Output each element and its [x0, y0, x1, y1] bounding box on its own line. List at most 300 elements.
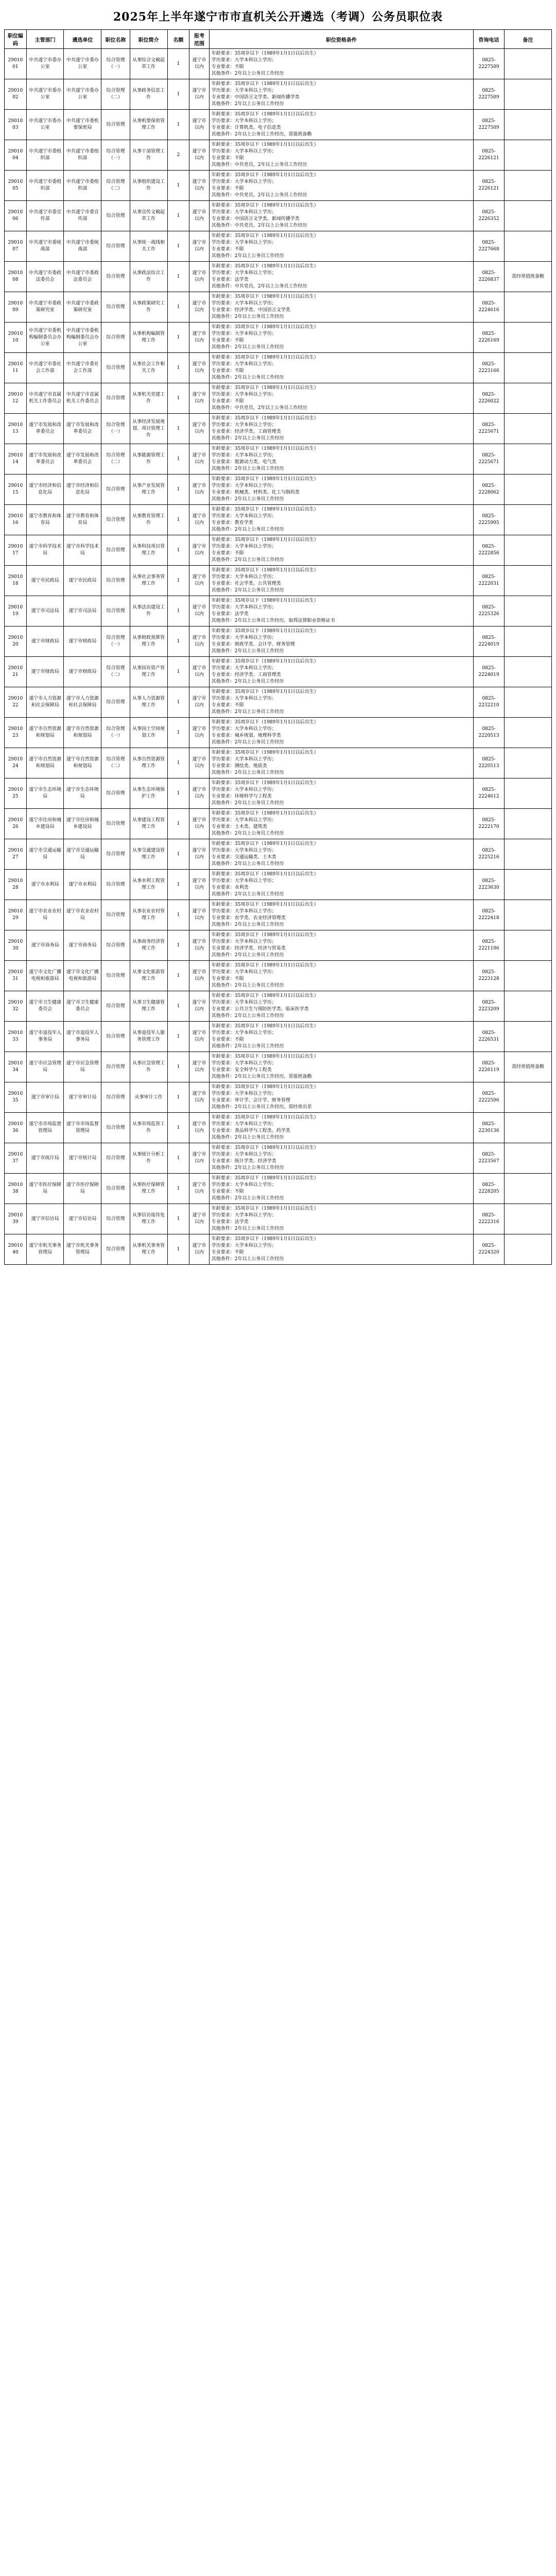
cell-code: 2901022	[5, 687, 27, 718]
cell-scope: 遂宁市以内	[189, 201, 209, 231]
cell-unit: 遂宁市人力资源和社会保障局	[64, 687, 101, 718]
requirement-line: 其他条件：2年以上公务员工作经历	[211, 527, 284, 532]
cell-requirements	[209, 201, 473, 231]
cell-scope: 遂宁市以内	[189, 79, 209, 110]
requirement-line: 年龄要求：35周岁以下（1989年1月1日以后出生）	[211, 993, 319, 998]
cell-tel: 0825-2224616	[474, 292, 505, 323]
cell-note	[504, 566, 551, 596]
requirement-line: 专业要求：食品科学与工程类、药学类	[211, 1128, 290, 1133]
cell-dept: 遂宁市应急管理局	[26, 1052, 64, 1082]
table-row	[5, 1234, 552, 1265]
cell-unit: 中共遂宁市委组织部	[64, 171, 101, 201]
cell-num: 1	[167, 505, 189, 535]
cell-dept: 遂宁市文化广播电视和旅游局	[26, 961, 64, 991]
requirement-line: 年龄要求：35周岁以下（1989年1月1日以后出生）	[211, 142, 319, 147]
requirement-line: 学历要求：大学本科以上学历；	[211, 179, 276, 184]
cell-brief: 从事政法综合工作	[130, 262, 167, 292]
cell-requirements	[209, 1082, 473, 1113]
cell-num: 1	[167, 474, 189, 505]
requirement-line: 专业要求：城乡规划、地理科学类	[211, 733, 281, 738]
cell-scope: 遂宁市以内	[189, 414, 209, 444]
requirement-line: 学历要求：大学本科以上学历；	[211, 1061, 276, 1066]
cell-requirements	[209, 1234, 473, 1265]
cell-brief: 从事统一战线相关工作	[130, 231, 167, 262]
requirement-line: 其他条件：2年以上公务员工作经历，需经常出差	[211, 1105, 312, 1110]
cell-post: 综合管理	[101, 323, 130, 353]
requirement-line: 其他条件：2年以上公务员工作经历	[211, 953, 284, 958]
cell-unit: 遂宁市教育和体育局	[64, 505, 101, 535]
requirement-line: 年龄要求：35周岁以下（1989年1月1日以后出生）	[211, 872, 319, 877]
cell-tel: 0825-2222170	[474, 809, 505, 839]
cell-code: 2901030	[5, 930, 27, 961]
table-row	[5, 353, 552, 383]
cell-tel: 0825-2222316	[474, 1204, 505, 1234]
cell-scope: 遂宁市以内	[189, 49, 209, 79]
cell-brief: 从事市场监管工作	[130, 1113, 167, 1143]
cell-num: 1	[167, 718, 189, 748]
requirement-line: 年龄要求：35周岁以下（1989年1月1日以后出生）	[211, 568, 319, 573]
requirement-line: 学历要求：大学本科以上学历；	[211, 818, 276, 823]
header-post: 职位名称	[101, 30, 130, 49]
cell-unit: 遂宁市审计局	[64, 1082, 101, 1113]
cell-scope: 遂宁市以内	[189, 626, 209, 657]
cell-requirements	[209, 353, 473, 383]
requirement-line: 学历要求：大学本科以上学历；	[211, 392, 276, 397]
cell-brief: 从事政务信息工作	[130, 79, 167, 110]
requirement-line: 专业要求：社会学类、公共管理类	[211, 581, 281, 586]
table-row	[5, 778, 552, 809]
table-row	[5, 991, 552, 1022]
cell-code: 2901033	[5, 1022, 27, 1052]
cell-num: 1	[167, 839, 189, 870]
cell-brief: 从事宣传文稿起草工作	[130, 201, 167, 231]
cell-unit: 中共遂宁市委办公室	[64, 79, 101, 110]
cell-requirements	[209, 414, 473, 444]
cell-note	[504, 414, 551, 444]
cell-scope: 遂宁市以内	[189, 474, 209, 505]
requirement-line: 专业要求：不限	[211, 399, 244, 404]
table-row	[5, 1174, 552, 1204]
header-num: 名额	[167, 30, 189, 49]
requirement-line: 年龄要求：35周岁以下（1989年1月1日以后出生）	[211, 902, 319, 907]
header-dept: 主管部门	[26, 30, 64, 49]
requirement-line: 年龄要求：35周岁以下（1989年1月1日以后出生）	[211, 51, 319, 56]
cell-tel: 0825-2228062	[474, 474, 505, 505]
requirement-line: 年龄要求：35周岁以下（1989年1月1日以后出生）	[211, 659, 319, 664]
cell-note	[504, 870, 551, 900]
cell-note	[504, 718, 551, 748]
requirement-line: 专业要求：测绘类、地质类	[211, 764, 267, 769]
cell-dept: 中共遂宁市委办公室	[26, 110, 64, 140]
cell-post: 综合管理（一）	[101, 140, 130, 171]
cell-scope: 遂宁市以内	[189, 870, 209, 900]
cell-unit: 遂宁市民政局	[64, 566, 101, 596]
table-row	[5, 414, 552, 444]
requirement-line: 学历要求：大学本科以上学历；	[211, 301, 276, 306]
cell-note	[504, 110, 551, 140]
cell-tel: 0825-2222856	[474, 535, 505, 566]
requirement-line: 专业要求：安全科学与工程类	[211, 1067, 272, 1073]
requirement-line: 年龄要求：35周岁以下（1989年1月1日以后出生）	[211, 1145, 319, 1150]
requirement-line: 专业要求：水利类	[211, 885, 249, 890]
requirement-line: 学历要求：大学本科以上学历；	[211, 1122, 276, 1127]
cell-post: 综合管理	[101, 991, 130, 1022]
requirement-line: 学历要求：大学本科以上学历；	[211, 240, 276, 245]
requirement-line: 专业要求：经济学类、工商管理类	[211, 429, 281, 434]
cell-unit: 中共遂宁市委机要保密局	[64, 110, 101, 140]
table-row	[5, 687, 552, 718]
positions-table	[4, 29, 552, 1265]
cell-code: 2901007	[5, 231, 27, 262]
table-row	[5, 839, 552, 870]
cell-requirements	[209, 505, 473, 535]
requirement-line: 专业要求：不限	[211, 64, 244, 70]
cell-requirements	[209, 1174, 473, 1204]
requirement-line: 专业要求：环境科学与工程类	[211, 794, 272, 799]
cell-post: 综合管理	[101, 900, 130, 930]
cell-tel: 0825-2220513	[474, 718, 505, 748]
table-header-row	[5, 30, 552, 49]
cell-dept: 中共遂宁市委组织部	[26, 140, 64, 171]
table-row	[5, 140, 552, 171]
cell-scope: 遂宁市以内	[189, 900, 209, 930]
requirement-line: 年龄要求：35周岁以下（1989年1月1日以后出生）	[211, 233, 319, 239]
cell-scope: 遂宁市以内	[189, 1113, 209, 1143]
cell-dept: 遂宁市市场监督管理局	[26, 1113, 64, 1143]
requirement-line: 年龄要求：35周岁以下（1989年1月1日以后出生）	[211, 1236, 319, 1242]
cell-unit: 遂宁市生态环境局	[64, 778, 101, 809]
cell-unit: 遂宁市财政局	[64, 626, 101, 657]
requirement-line: 学历要求：大学本科以上学历；	[211, 1213, 276, 1218]
cell-unit: 遂宁市农业农村局	[64, 900, 101, 930]
cell-requirements	[209, 687, 473, 718]
cell-code: 2901029	[5, 900, 27, 930]
requirement-line: 专业要求：财政学类、会计学、财务管理	[211, 642, 295, 647]
cell-num: 1	[167, 1234, 189, 1265]
cell-note	[504, 79, 551, 110]
cell-requirements	[209, 110, 473, 140]
cell-requirements	[209, 49, 473, 79]
cell-num: 1	[167, 809, 189, 839]
cell-tel: 0825-2225216	[474, 839, 505, 870]
cell-requirements	[209, 474, 473, 505]
cell-brief: 从事能源管理工作	[130, 444, 167, 474]
table-row	[5, 79, 552, 110]
page	[0, 0, 556, 1275]
requirement-line: 年龄要求：35周岁以下（1989年1月1日以后出生）	[211, 507, 319, 512]
table-row	[5, 809, 552, 839]
cell-post: 综合管理	[101, 930, 130, 961]
cell-code: 2901014	[5, 444, 27, 474]
cell-code: 2901028	[5, 870, 27, 900]
cell-post: 综合管理	[101, 353, 130, 383]
cell-requirements	[209, 930, 473, 961]
cell-dept: 遂宁市经济和信息化局	[26, 474, 64, 505]
cell-post: 综合管理（一）	[101, 414, 130, 444]
cell-dept: 遂宁市商务局	[26, 930, 64, 961]
cell-scope: 遂宁市以内	[189, 353, 209, 383]
cell-code: 2901031	[5, 961, 27, 991]
cell-dept: 遂宁市自然资源和规划局	[26, 748, 64, 778]
cell-scope: 遂宁市以内	[189, 262, 209, 292]
table-row	[5, 383, 552, 414]
table-row	[5, 900, 552, 930]
cell-brief: 从事教育管理工作	[130, 505, 167, 535]
cell-unit: 遂宁市财政局	[64, 657, 101, 687]
requirement-line: 年龄要求：35周岁以下（1989年1月1日以后出生）	[211, 1084, 319, 1090]
cell-code: 2901026	[5, 809, 27, 839]
cell-note	[504, 292, 551, 323]
cell-post: 综合管理	[101, 1204, 130, 1234]
requirement-line: 其他条件：中共党员，2年以上公务员工作经历	[211, 284, 307, 289]
cell-note	[504, 1113, 551, 1143]
requirement-line: 专业要求：法学类	[211, 612, 249, 617]
cell-requirements	[209, 535, 473, 566]
requirement-line: 学历要求：大学本科以上学历；	[211, 696, 276, 701]
cell-num: 1	[167, 626, 189, 657]
cell-unit: 中共遂宁市委组织部	[64, 140, 101, 171]
requirement-line: 学历要求：大学本科以上学历；	[211, 331, 276, 336]
requirement-line: 年龄要求：35周岁以下（1989年1月1日以后出生）	[211, 781, 319, 786]
cell-dept: 遂宁市统计局	[26, 1143, 64, 1174]
table-row	[5, 444, 552, 474]
cell-post: 综合管理	[101, 870, 130, 900]
cell-scope: 遂宁市以内	[189, 991, 209, 1022]
cell-post: 综合管理	[101, 1234, 130, 1265]
cell-unit: 中共遂宁市委政法委员会	[64, 262, 101, 292]
cell-unit: 中共遂宁市委机构编制委员会办公室	[64, 323, 101, 353]
requirement-line: 年龄要求：35周岁以下（1989年1月1日以后出生）	[211, 963, 319, 968]
cell-unit: 遂宁市司法局	[64, 596, 101, 626]
requirement-line: 其他条件：2年以上公务员工作经历	[211, 983, 284, 988]
cell-dept: 遂宁市司法局	[26, 596, 64, 626]
requirement-line: 其他条件：2年以上公务员工作经历	[211, 314, 284, 319]
cell-tel: 0825-2223209	[474, 991, 505, 1022]
cell-code: 2901013	[5, 414, 27, 444]
cell-code: 2901032	[5, 991, 27, 1022]
cell-dept: 中共遂宁市直属机关工作委员会	[26, 383, 64, 414]
cell-num: 2	[167, 140, 189, 171]
cell-note	[504, 809, 551, 839]
cell-post: 综合管理（二）	[101, 79, 130, 110]
cell-dept: 遂宁市财政局	[26, 626, 64, 657]
cell-tel: 0825-2220513	[474, 748, 505, 778]
cell-dept: 遂宁市信访局	[26, 1204, 64, 1234]
cell-post: 综合管理	[101, 535, 130, 566]
requirement-line: 学历要求：大学本科以上学历；	[211, 453, 276, 458]
cell-code: 2901011	[5, 353, 27, 383]
cell-unit: 遂宁市发展和改革委员会	[64, 444, 101, 474]
cell-unit: 中共遂宁市委社会工作部	[64, 353, 101, 383]
cell-requirements	[209, 748, 473, 778]
cell-brief: 从事自然资源管理工作	[130, 748, 167, 778]
cell-scope: 遂宁市以内	[189, 778, 209, 809]
cell-tel: 0825-2227509	[474, 110, 505, 140]
cell-dept: 遂宁市发展和改革委员会	[26, 444, 64, 474]
cell-requirements	[209, 1022, 473, 1052]
cell-note	[504, 231, 551, 262]
cell-scope: 遂宁市以内	[189, 383, 209, 414]
table-row	[5, 961, 552, 991]
cell-brief: 从事综合文稿起草工作	[130, 49, 167, 79]
requirement-line: 学历要求：大学本科以上学历；	[211, 483, 276, 488]
requirement-line: 其他条件：2年以上公务员工作经历	[211, 466, 284, 471]
cell-unit: 遂宁市应急管理局	[64, 1052, 101, 1082]
cell-brief: 从事生态环境保护工作	[130, 778, 167, 809]
cell-note	[504, 1174, 551, 1204]
cell-brief: 从事机要保密管理工作	[130, 110, 167, 140]
cell-tel: 0825-2222031	[474, 566, 505, 596]
cell-post: 综合管理	[101, 1022, 130, 1052]
cell-unit: 中共遂宁市委办公室	[64, 49, 101, 79]
requirement-line: 专业要求：中国语言文学类、新闻传播学类	[211, 216, 300, 222]
requirement-line: 专业要求：统计学类、经济学类	[211, 1159, 276, 1164]
cell-brief: 从事产业发展管理工作	[130, 474, 167, 505]
requirement-line: 学历要求：大学本科以上学历；	[211, 1243, 276, 1248]
cell-requirements	[209, 444, 473, 474]
cell-post: 综合管理	[101, 961, 130, 991]
cell-brief: 从事建设工程管理工作	[130, 809, 167, 839]
table-row	[5, 1022, 552, 1052]
cell-requirements	[209, 900, 473, 930]
requirement-line: 专业要求：不限	[211, 1250, 244, 1255]
cell-scope: 遂宁市以内	[189, 809, 209, 839]
table-row	[5, 930, 552, 961]
requirement-line: 专业要求：不限	[211, 551, 244, 556]
cell-scope: 遂宁市以内	[189, 1082, 209, 1113]
requirement-line: 学历要求：大学本科以上学历；	[211, 909, 276, 914]
cell-post: 综合管理	[101, 201, 130, 231]
cell-dept: 中共遂宁市委办公室	[26, 49, 64, 79]
cell-brief: 从事统计分析工作	[130, 1143, 167, 1174]
requirement-line: 其他条件：2年以上公务员工作经历	[211, 375, 284, 380]
cell-post: 综合管理（一）	[101, 626, 130, 657]
cell-requirements	[209, 657, 473, 687]
cell-num: 1	[167, 201, 189, 231]
requirement-line: 年龄要求：35周岁以下（1989年1月1日以后出生）	[211, 537, 319, 543]
requirement-line: 其他条件：2年以上公务员工作经历	[211, 436, 284, 441]
cell-unit: 遂宁市统计局	[64, 1143, 101, 1174]
cell-note	[504, 839, 551, 870]
cell-scope: 遂宁市以内	[189, 1174, 209, 1204]
cell-num: 1	[167, 1022, 189, 1052]
cell-scope: 遂宁市以内	[189, 930, 209, 961]
requirement-line: 年龄要求：35周岁以下（1989年1月1日以后出生）	[211, 81, 319, 87]
cell-scope: 遂宁市以内	[189, 292, 209, 323]
table-row	[5, 626, 552, 657]
requirement-line: 其他条件：2年以上公务员工作经历	[211, 831, 284, 836]
table-row	[5, 657, 552, 687]
cell-scope: 遂宁市以内	[189, 718, 209, 748]
cell-dept: 中共遂宁市委组织部	[26, 171, 64, 201]
cell-tel: 0825-2225671	[474, 444, 505, 474]
cell-requirements	[209, 839, 473, 870]
requirement-line: 年龄要求：35周岁以下（1989年1月1日以后出生）	[211, 1115, 319, 1120]
requirement-line: 其他条件：2年以上公务员工作经历	[211, 1013, 284, 1019]
cell-num: 1	[167, 930, 189, 961]
requirement-line: 学历要求：大学本科以上学历；	[211, 88, 276, 93]
table-row	[5, 596, 552, 626]
cell-tel: 0825-2232210	[474, 687, 505, 718]
cell-requirements	[209, 718, 473, 748]
cell-brief: 从事干部管理工作	[130, 140, 167, 171]
cell-note	[504, 444, 551, 474]
requirement-line: 年龄要求：35周岁以下（1989年1月1日以后出生）	[211, 689, 319, 694]
requirement-line: 年龄要求：35周岁以下（1989年1月1日以后出生）	[211, 811, 319, 816]
cell-scope: 遂宁市以内	[189, 687, 209, 718]
requirement-line: 年龄要求：35周岁以下（1989年1月1日以后出生）	[211, 385, 319, 391]
cell-note	[504, 505, 551, 535]
requirement-line: 年龄要求：35周岁以下（1989年1月1日以后出生）	[211, 750, 319, 755]
requirement-line: 专业要求：不限	[211, 338, 244, 343]
requirement-line: 年龄要求：35周岁以下（1989年1月1日以后出生）	[211, 203, 319, 208]
header-req: 职位资格条件	[209, 30, 473, 49]
requirement-line: 年龄要求：35周岁以下（1989年1月1日以后出生）	[211, 173, 319, 178]
cell-requirements	[209, 1143, 473, 1174]
requirement-line: 学历要求：大学本科以上学历；	[211, 605, 276, 610]
table-row	[5, 201, 552, 231]
cell-num: 1	[167, 79, 189, 110]
cell-tel: 0825-2224320	[474, 1234, 505, 1265]
cell-requirements	[209, 566, 473, 596]
cell-note	[504, 748, 551, 778]
requirement-line: 专业要求：经济学类、经济与贸易类	[211, 946, 286, 951]
cell-dept: 遂宁市医疗保障局	[26, 1174, 64, 1204]
cell-code: 2901036	[5, 1113, 27, 1143]
requirement-line: 专业要求：农学类、农业经济管理类	[211, 916, 286, 921]
cell-tel: 0825-2223166	[474, 353, 505, 383]
requirement-line: 其他条件：2年以上公务员工作经历，需值班备勤	[211, 132, 312, 137]
cell-tel: 0825-2223128	[474, 961, 505, 991]
requirement-line: 其他条件：2年以上公务员工作经历	[211, 922, 284, 927]
cell-note	[504, 1143, 551, 1174]
cell-requirements	[209, 870, 473, 900]
cell-tel: 0825-2222418	[474, 900, 505, 930]
cell-requirements	[209, 140, 473, 171]
cell-scope: 遂宁市以内	[189, 535, 209, 566]
cell-num: 1	[167, 323, 189, 353]
cell-dept: 遂宁市发展和改革委员会	[26, 414, 64, 444]
cell-brief: 从事机关党建工作	[130, 383, 167, 414]
cell-tel: 0825-2226119	[474, 1052, 505, 1082]
requirement-line: 专业要求：不限	[211, 368, 244, 374]
requirement-line: 专业要求：公共卫生与预防医学类、临床医学类	[211, 1007, 309, 1012]
requirement-line: 年龄要求：35周岁以下（1989年1月1日以后出生）	[211, 477, 319, 482]
cell-requirements	[209, 596, 473, 626]
cell-num: 1	[167, 1143, 189, 1174]
cell-unit: 遂宁市自然资源和规划局	[64, 748, 101, 778]
requirement-line: 专业要求：经济学类、工商管理类	[211, 672, 281, 677]
cell-dept: 遂宁市人力资源和社会保障局	[26, 687, 64, 718]
cell-num: 1	[167, 49, 189, 79]
requirement-line: 年龄要求：35周岁以下（1989年1月1日以后出生）	[211, 1206, 319, 1211]
requirement-line: 学历要求：大学本科以上学历；	[211, 362, 276, 367]
cell-note	[504, 474, 551, 505]
requirement-line: 专业要求：不限	[211, 186, 244, 191]
cell-post: 综合管理	[101, 262, 130, 292]
table-row	[5, 1113, 552, 1143]
cell-scope: 遂宁市以内	[189, 1234, 209, 1265]
cell-tel: 0825-2227668	[474, 231, 505, 262]
cell-code: 2901010	[5, 323, 27, 353]
cell-dept: 遂宁市交通运输局	[26, 839, 64, 870]
requirement-line: 其他条件：2年以上公务员工作经历	[211, 497, 284, 502]
header-scope: 报考范围	[189, 30, 209, 49]
table-row	[5, 171, 552, 201]
cell-dept: 遂宁市卫生健康委员会	[26, 991, 64, 1022]
cell-brief: 从事文化旅游管理工作	[130, 961, 167, 991]
requirement-line: 其他条件：2年以上公务员工作经历	[211, 679, 284, 684]
